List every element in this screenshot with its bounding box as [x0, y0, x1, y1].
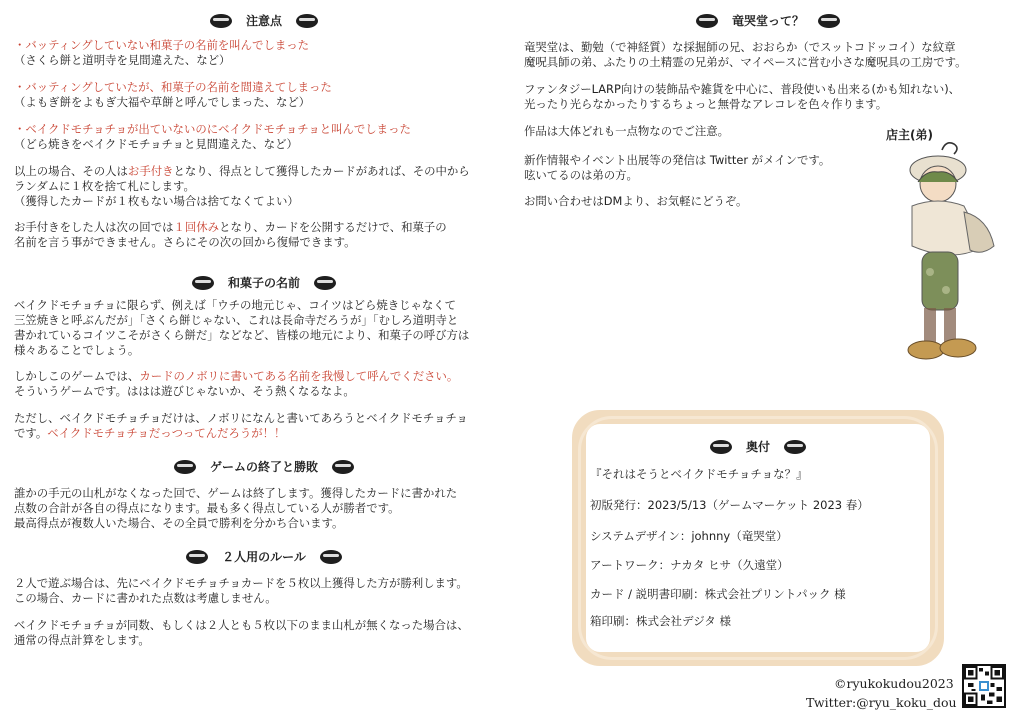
rest-paragraph-line-1: お手付きをした人は次の回では１回休みとなり、カードを公開するだけで、和菓子の	[14, 220, 447, 234]
names-line-6: そういうゲームです。ははは遊びじゃないか、そう熱くなるなよ。	[14, 384, 355, 398]
wagashi-icon	[174, 459, 196, 475]
wagashi-icon	[314, 275, 336, 291]
note-1-title: ・バッティングしていない和菓子の名前を叫んでしまった	[14, 38, 310, 52]
note-1-example: （さくら餅と道明寺を見間違えた、など）	[14, 53, 231, 67]
two-player-line-4: 通常の得点計算をします。	[14, 633, 150, 647]
rest-paragraph-line-2: 名前を言う事ができません。さらにその次の回から復帰できます。	[14, 235, 356, 249]
end-line-2: 点数の合計が各自の得点になります。最も多く得点している人が勝者です。	[14, 501, 400, 515]
note-2-title: ・バッティングしていたが、和菓子の名前を間違えてしまった	[14, 80, 332, 94]
note-2-example: （よもぎ餅をよもぎ大福や草餅と呼んでしまった、など）	[14, 95, 311, 109]
names-line-7: ただし、ベイクドモチョチョだけは、ノボリになんと書いてあろうとベイクドモチョチョ	[14, 411, 468, 425]
section-heading-names: 和菓子の名前	[14, 274, 514, 291]
names-line-5: しかしこのゲームでは、カードのノボリに書いてある名前を我慢して呼んでください。	[14, 369, 459, 383]
twitter-handle[interactable]: Twitter:@ryu_koku_dou	[806, 695, 957, 710]
colophon-box-print: 箱印刷：株式会社デジタ 様	[590, 614, 731, 628]
wagashi-icon	[696, 13, 718, 29]
note-3-title: ・ベイクドモチョチョが出ていないのにベイクドモチョチョと叫んでしまった	[14, 122, 411, 136]
section-heading-end: ゲームの終了と勝敗	[14, 458, 514, 475]
wagashi-icon	[332, 459, 354, 475]
wagashi-icon	[186, 549, 208, 565]
colophon-system-design: システムデザイン：johnny（竜哭堂）	[590, 529, 788, 543]
two-player-line-3: ベイクドモチョチョが同数、もしくは２人とも５枚以下のまま山札が無くなった場合は、	[14, 618, 469, 632]
end-line-3: 最高得点が複数人いた場合、その全員で勝利を分かち合います。	[14, 516, 344, 530]
names-line-2: 三笠焼きと呼ぶんだが」「さくら餅じゃない、これは長命寺だろうが」「むしろ道明寺と	[14, 313, 459, 327]
about-line-8: お問い合わせはDMより、お気軽にどうぞ。	[524, 194, 748, 208]
two-player-line-1: ２人で遊ぶ場合は、先にベイクドモチョチョカードを５枚以上獲得した方が勝利します。	[14, 576, 468, 590]
about-line-5: 作品は大体どれも一点物なのでご注意。	[524, 124, 730, 138]
penalty-paragraph-line-3: （獲得したカードが１枚もない場合は捨てなくてよい）	[14, 194, 299, 208]
about-line-1: 竜哭堂は、勤勉（で神経質）な採掘師の兄、おおらか（でスットコドッコイ）な紋章	[524, 40, 956, 54]
names-line-4: 様々あることでしょう。	[14, 343, 140, 357]
copyright-text: ©ryukokudou2023	[834, 676, 954, 691]
penalty-paragraph-line-2: ランダムに１枚を捨て札にします。	[14, 179, 195, 193]
penalty-paragraph-line-1: 以上の場合、その人はお手付きとなり、得点として獲得したカードがあれば、その中から	[14, 164, 470, 178]
swirl-icon	[942, 143, 957, 154]
wagashi-icon	[320, 549, 342, 565]
section-heading-notes: 注意点	[14, 12, 514, 29]
section-heading-about: 竜哭堂って？	[522, 12, 1014, 29]
about-line-6: 新作情報やイベント出展等の発信は Twitter がメインです。	[524, 153, 831, 167]
wagashi-icon	[296, 13, 318, 29]
end-line-1: 誰かの手元の山札がなくなった回で、ゲームは終了します。獲得したカードに書かれた	[14, 486, 458, 500]
note-3-example: （どら焼きをベイクドモチョチョと見間違えた、など）	[14, 137, 298, 151]
shopkeeper-label: 店主(弟)	[886, 128, 933, 142]
about-line-4: 光ったり光らなかったりするちょっと無骨なアレコレを色々作ります。	[524, 97, 888, 111]
about-line-7: 呟いてるのは弟の方。	[524, 168, 638, 182]
names-line-3: 書かれているコイツこそがさくら餅だ」などなど、皆様の地元により、和菓子の呼び方は	[14, 328, 470, 342]
colophon-first-edition: 初版発行：2023/5/13（ゲームマーケット 2023 春）	[590, 498, 869, 512]
wagashi-icon	[192, 275, 214, 291]
colophon-card-print: カード / 説明書印刷：株式会社プリントパック 様	[590, 587, 846, 601]
wagashi-icon	[210, 13, 232, 29]
names-line-1: ベイクドモチョチョに限らず、例えば「ウチの地元じゃ、コイツはどら焼きじゃなくて	[14, 298, 457, 312]
wagashi-icon	[818, 13, 840, 29]
qr-code-icon[interactable]	[962, 664, 1006, 708]
section-heading-two-player: ２人用のルール	[14, 548, 514, 565]
wagashi-icon	[710, 439, 732, 455]
names-line-8: です。ベイクドモチョチョだっつってんだろうが！！	[14, 426, 286, 440]
two-player-line-2: この場合、カードに書かれた点数は考慮しません。	[14, 591, 277, 605]
colophon-heading: 奥付	[572, 438, 944, 455]
wagashi-icon	[784, 439, 806, 455]
shopkeeper-illustration	[882, 122, 1004, 374]
colophon-title: 『それはそうとベイクドモチョチョな？』	[590, 467, 808, 481]
about-line-2: 魔呪具師の弟、ふたりの土精霊の兄弟が、マイペースに営む小さな魔呪具の工房です。	[524, 55, 967, 69]
about-line-3: ファンタジーLARP向けの装飾品や雑貨を中心に、普段使いも出来る(かも知れない)、	[524, 82, 961, 96]
colophon-artwork: アートワーク：ナカタ ヒサ（久遠堂）	[590, 558, 789, 572]
